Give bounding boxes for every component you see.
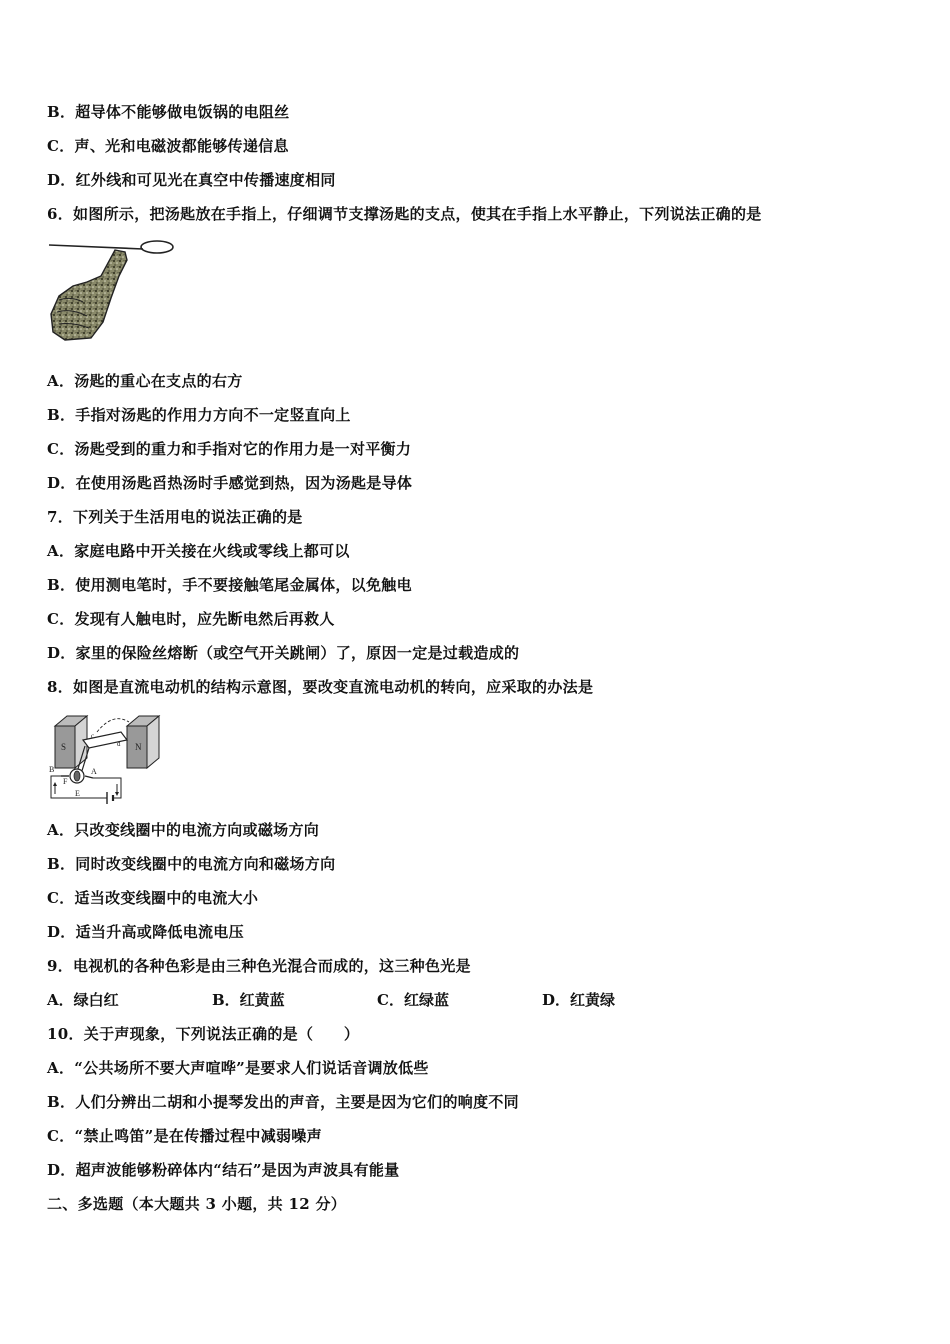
q5-option-b: B．超导体不能够做电饭锅的电阻丝 xyxy=(47,103,290,121)
q5-option-c: C．声、光和电磁波都能够传递信息 xyxy=(47,137,289,155)
fig-label-s: S xyxy=(61,742,67,752)
q7-option-c: C．发现有人触电时，应先断电然后再救人 xyxy=(47,610,335,628)
q8-option-a: A．只改变线圈中的电流方向或磁场方向 xyxy=(47,821,320,839)
section-2-heading: 二、多选题（本大题共 3 小题，共 12 分） xyxy=(47,1195,347,1213)
q6-stem: 6．如图所示，把汤匙放在手指上，仔细调节支撑汤匙的支点，使其在手指上水平静止，下列说法正确的是 xyxy=(47,205,762,223)
q7-option-a: A．家庭电路中开关接在火线或零线上都可以 xyxy=(47,542,350,560)
q7-option-b: B．使用测电笔时，手不要接触笔尾金属体，以免触电 xyxy=(47,576,412,594)
q10-option-a: A．“公共场所不要大声喧哗”是要求人们说话音调放低些 xyxy=(47,1059,429,1077)
q10-stem: 10．关于声现象，下列说法正确的是（ ） xyxy=(47,1025,360,1043)
q9-option-a: A．绿白红 xyxy=(47,991,119,1009)
fig-label-b: B xyxy=(49,765,55,774)
fig-label-f: F xyxy=(63,777,68,786)
q9-option-c: C．红绿蓝 xyxy=(377,991,449,1009)
fig-label-n: N xyxy=(135,742,142,752)
fig-label-d: d xyxy=(117,740,121,748)
q9-options-row xyxy=(47,990,907,1010)
q9-option-d: D．红黄绿 xyxy=(542,991,616,1009)
q6-option-c: C．汤匙受到的重力和手指对它的作用力是一对平衡力 xyxy=(47,440,412,458)
fig-label-a: A xyxy=(91,767,97,776)
q8-option-b: B．同时改变线圈中的电流方向和磁场方向 xyxy=(47,855,336,873)
q8-option-d: D．适当升高或降低电流电压 xyxy=(47,923,244,941)
spoon-on-finger-figure xyxy=(47,236,179,342)
q8-option-c: C．适当改变线圈中的电流大小 xyxy=(47,889,259,907)
q10-option-b: B．人们分辨出二胡和小提琴发出的声音，主要是因为它们的响度不同 xyxy=(47,1093,519,1111)
q9-stem: 9．电视机的各种色彩是由三种色光混合而成的，这三种色光是 xyxy=(47,957,471,975)
q9-option-b: B．红黄蓝 xyxy=(212,991,285,1009)
q5-option-d: D．红外线和可见光在真空中传播速度相同 xyxy=(47,171,336,189)
dc-motor-figure xyxy=(47,710,167,804)
q10-option-d: D．超声波能够粉碎体内“结石”是因为声波具有能量 xyxy=(47,1161,400,1179)
q7-option-d: D．家里的保险丝熔断（或空气开关跳闸）了，原因一定是过载造成的 xyxy=(47,644,520,662)
q6-option-d: D．在使用汤匙舀热汤时手感觉到热，因为汤匙是导体 xyxy=(47,474,413,492)
fig-label-c: c xyxy=(91,732,95,740)
q6-option-b: B．手指对汤匙的作用力方向不一定竖直向上 xyxy=(47,406,351,424)
q7-stem: 7．下列关于生活用电的说法正确的是 xyxy=(47,508,303,526)
fig-label-e: E xyxy=(75,789,80,798)
q6-option-a: A．汤匙的重心在支点的右方 xyxy=(47,372,243,390)
q10-option-c: C．“禁止鸣笛”是在传播过程中减弱噪声 xyxy=(47,1127,322,1145)
q8-stem: 8．如图是直流电动机的结构示意图，要改变直流电动机的转向，应采取的办法是 xyxy=(47,678,594,696)
